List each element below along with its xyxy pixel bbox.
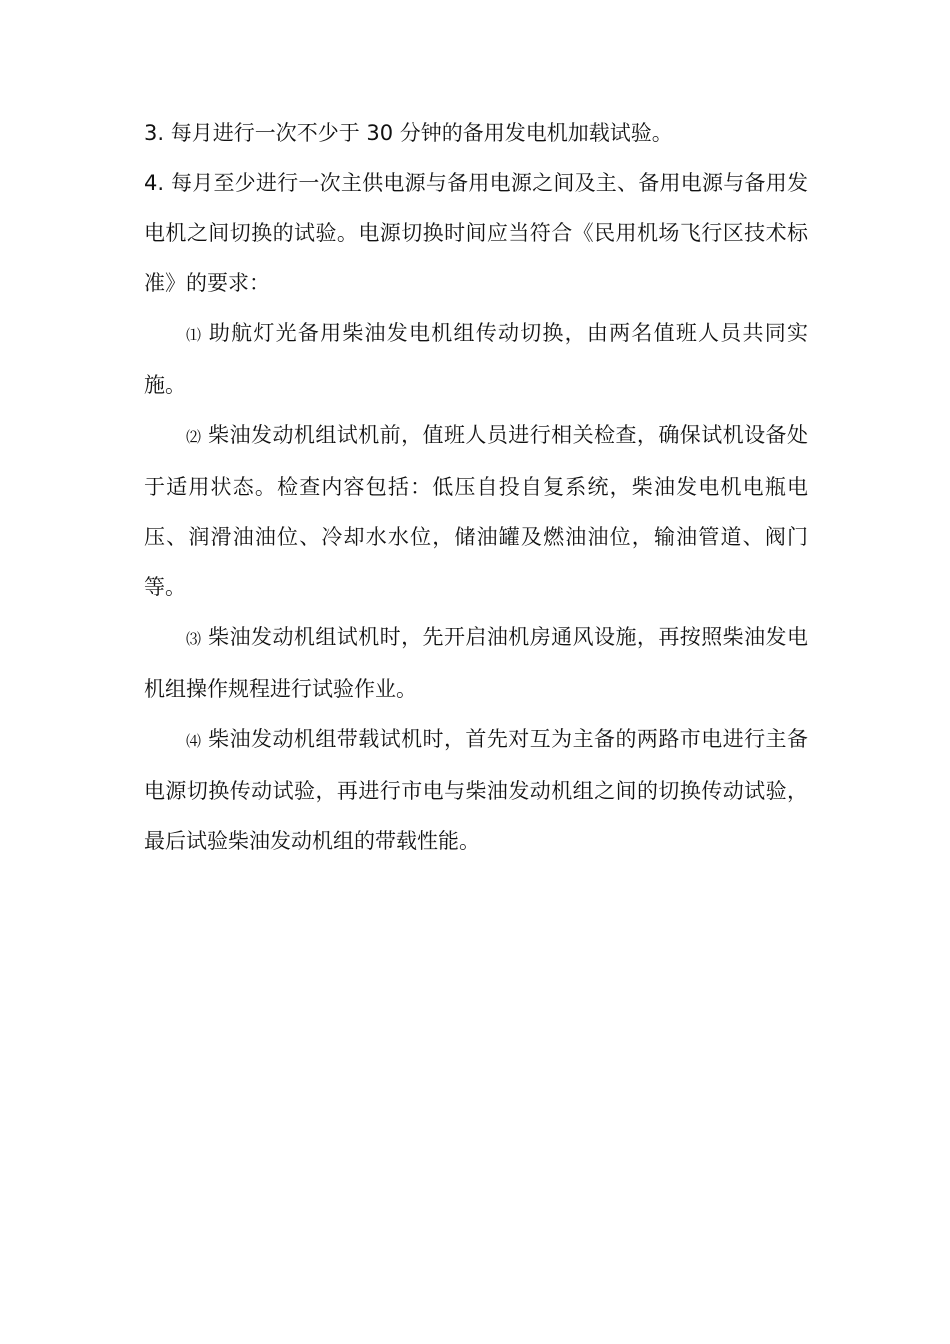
- paragraph-text: 柴油发动机组试机前，值班人员进行相关检查，确保试机设备处于适用状态。检查内容包括：低压自投自复系统，柴油发电机电瓶电压、润滑油油位、冷却水水位，储油罐及燃油油位，输油管道、阀门等。: [144, 423, 808, 599]
- sub-item-1: [144, 308, 808, 410]
- sub-item-marker: ⑶: [186, 630, 202, 648]
- sub-item-4: [144, 714, 808, 866]
- paragraph-item-3: [144, 108, 808, 158]
- sub-item-marker: ⑵: [186, 428, 202, 446]
- paragraph-text: 助航灯光备用柴油发电机组传动切换，由两名值班人员共同实施。: [144, 321, 808, 397]
- sub-item-3: [144, 612, 808, 714]
- sub-item-2: [144, 410, 808, 612]
- sub-item-marker: ⑷: [186, 732, 202, 750]
- paragraph-text: 柴油发动机组试机时，先开启油机房通风设施，再按照柴油发电机组操作规程进行试验作业。: [144, 625, 808, 701]
- document-body: [144, 108, 808, 866]
- paragraph-item-4: [144, 158, 808, 308]
- paragraph-text: 柴油发动机组带载试机时，首先对互为主备的两路市电进行主备电源切换传动试验，再进行市电与柴油发动机组之间的切换传动试验，最后试验柴油发动机组的带载性能。: [144, 727, 808, 853]
- sub-item-marker: ⑴: [186, 326, 202, 344]
- paragraph-text: 4. 每月至少进行一次主供电源与备用电源之间及主、备用电源与备用发电机之间切换的试验。电源切换时间应当符合《民用机场飞行区技术标准》的要求：: [144, 171, 808, 295]
- paragraph-text: 3. 每月进行一次不少于 30 分钟的备用发电机加载试验。: [144, 121, 673, 145]
